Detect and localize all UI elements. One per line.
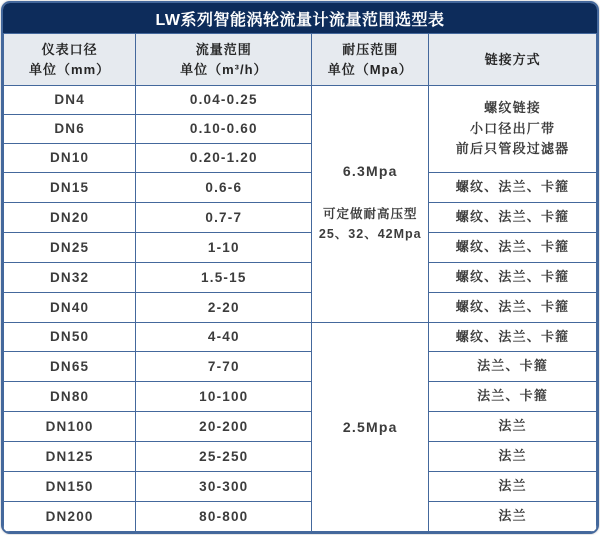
pressure-value: 6.3Mpa <box>342 163 398 180</box>
connection-type-line: 小口径出厂带 <box>469 120 556 136</box>
table-row <box>4 202 597 232</box>
connection-type-cell <box>429 202 597 232</box>
table-body <box>4 86 597 532</box>
diameter-cell: DN32 <box>4 262 136 292</box>
diameter-cell: DN40 <box>4 292 136 322</box>
diameter-cell: DN4 <box>4 86 136 115</box>
header-cell-diameter <box>4 34 136 86</box>
connection-type-cell <box>429 172 597 202</box>
selection-table-card <box>1 1 599 534</box>
flow-range-cell: 80-800 <box>136 501 312 531</box>
diameter-cell: DN50 <box>4 322 136 352</box>
connection-type-cell <box>429 86 597 173</box>
flow-range-cell: 0.04-0.25 <box>136 86 312 115</box>
table-row <box>4 442 597 472</box>
flow-range-cell: 2-20 <box>136 292 312 322</box>
table-title: LW系列智能涡轮流量计流量范围选型表 <box>155 11 445 29</box>
table-row <box>4 472 597 502</box>
connection-type-cell <box>429 412 597 442</box>
header-label-line: 单位（m³/h） <box>180 61 268 77</box>
diameter-cell: DN150 <box>4 472 136 502</box>
table-row <box>4 501 597 531</box>
connection-type-line: 螺纹、法兰、卡箍 <box>455 208 570 224</box>
diameter-cell: DN80 <box>4 382 136 412</box>
connection-type-cell <box>429 232 597 262</box>
table-row <box>4 382 597 412</box>
pressure-range-cell <box>312 86 429 323</box>
connection-type-line: 法兰 <box>498 508 527 524</box>
connection-type-line: 法兰、卡箍 <box>477 388 549 404</box>
diameter-cell: DN10 <box>4 143 136 172</box>
connection-type-line: 法兰 <box>498 478 527 494</box>
table-title-bar <box>3 3 597 33</box>
header-label-line: 流量范围 <box>195 42 252 57</box>
connection-type-cell <box>429 322 597 352</box>
connection-type-cell <box>429 262 597 292</box>
header-cell-connection <box>429 34 597 86</box>
diameter-cell: DN25 <box>4 232 136 262</box>
table-row <box>4 322 597 352</box>
header-label-line: 链接方式 <box>484 51 541 67</box>
connection-type-line: 螺纹链接 <box>484 99 541 115</box>
connection-type-cell <box>429 501 597 531</box>
flow-range-cell: 10-100 <box>136 382 312 412</box>
header-label-line: 单位（Mpa） <box>327 61 413 77</box>
flowmeter-selection-table <box>3 33 597 532</box>
diameter-cell: DN20 <box>4 202 136 232</box>
connection-type-line: 法兰 <box>498 418 527 434</box>
table-row <box>4 86 597 115</box>
connection-type-line: 螺纹、法兰、卡箍 <box>455 268 570 284</box>
flow-range-cell: 0.10-0.60 <box>136 114 312 143</box>
pressure-range-cell <box>312 322 429 531</box>
flow-range-cell: 1-10 <box>136 232 312 262</box>
table-row <box>4 412 597 442</box>
flow-range-cell: 20-200 <box>136 412 312 442</box>
header-label-line: 单位（mm） <box>29 61 111 77</box>
pressure-note-line: 可定做耐高压型 <box>322 207 418 222</box>
diameter-cell: DN65 <box>4 352 136 382</box>
header-cell-pressure-range <box>312 34 429 86</box>
header-row <box>4 34 597 86</box>
diameter-cell: DN15 <box>4 172 136 202</box>
diameter-cell: DN100 <box>4 412 136 442</box>
connection-type-cell <box>429 442 597 472</box>
connection-type-line: 螺纹、法兰、卡箍 <box>455 179 570 195</box>
table-row <box>4 262 597 292</box>
connection-type-cell <box>429 292 597 322</box>
header-label-line: 仪表口径 <box>41 42 98 57</box>
diameter-cell: DN200 <box>4 501 136 531</box>
pressure-value: 2.5Mpa <box>342 418 398 435</box>
table-header <box>4 34 597 86</box>
table-row <box>4 172 597 202</box>
flow-range-cell: 1.5-15 <box>136 262 312 292</box>
connection-type-line: 前后只管段过滤器 <box>455 141 570 157</box>
diameter-cell: DN6 <box>4 114 136 143</box>
table-row <box>4 232 597 262</box>
table-row <box>4 292 597 322</box>
flow-range-cell: 4-40 <box>136 322 312 352</box>
table-row <box>4 352 597 382</box>
connection-type-line: 螺纹、法兰、卡箍 <box>455 298 570 314</box>
flow-range-cell: 7-70 <box>136 352 312 382</box>
connection-type-cell <box>429 352 597 382</box>
flow-range-cell: 25-250 <box>136 442 312 472</box>
connection-type-cell <box>429 382 597 412</box>
flow-range-cell: 0.7-7 <box>136 202 312 232</box>
header-cell-flow-range <box>136 34 312 86</box>
connection-type-line: 螺纹、法兰、卡箍 <box>455 238 570 254</box>
flow-range-cell: 0.6-6 <box>136 172 312 202</box>
header-label-line: 耐压范围 <box>342 42 399 57</box>
pressure-note-line: 25、32、42Mpa <box>318 226 422 241</box>
connection-type-line: 法兰 <box>498 448 527 464</box>
connection-type-line: 螺纹、法兰、卡箍 <box>455 328 570 344</box>
connection-type-cell <box>429 472 597 502</box>
flow-range-cell: 30-300 <box>136 472 312 502</box>
diameter-cell: DN125 <box>4 442 136 472</box>
flow-range-cell: 0.20-1.20 <box>136 143 312 172</box>
connection-type-line: 法兰、卡箍 <box>477 358 549 374</box>
